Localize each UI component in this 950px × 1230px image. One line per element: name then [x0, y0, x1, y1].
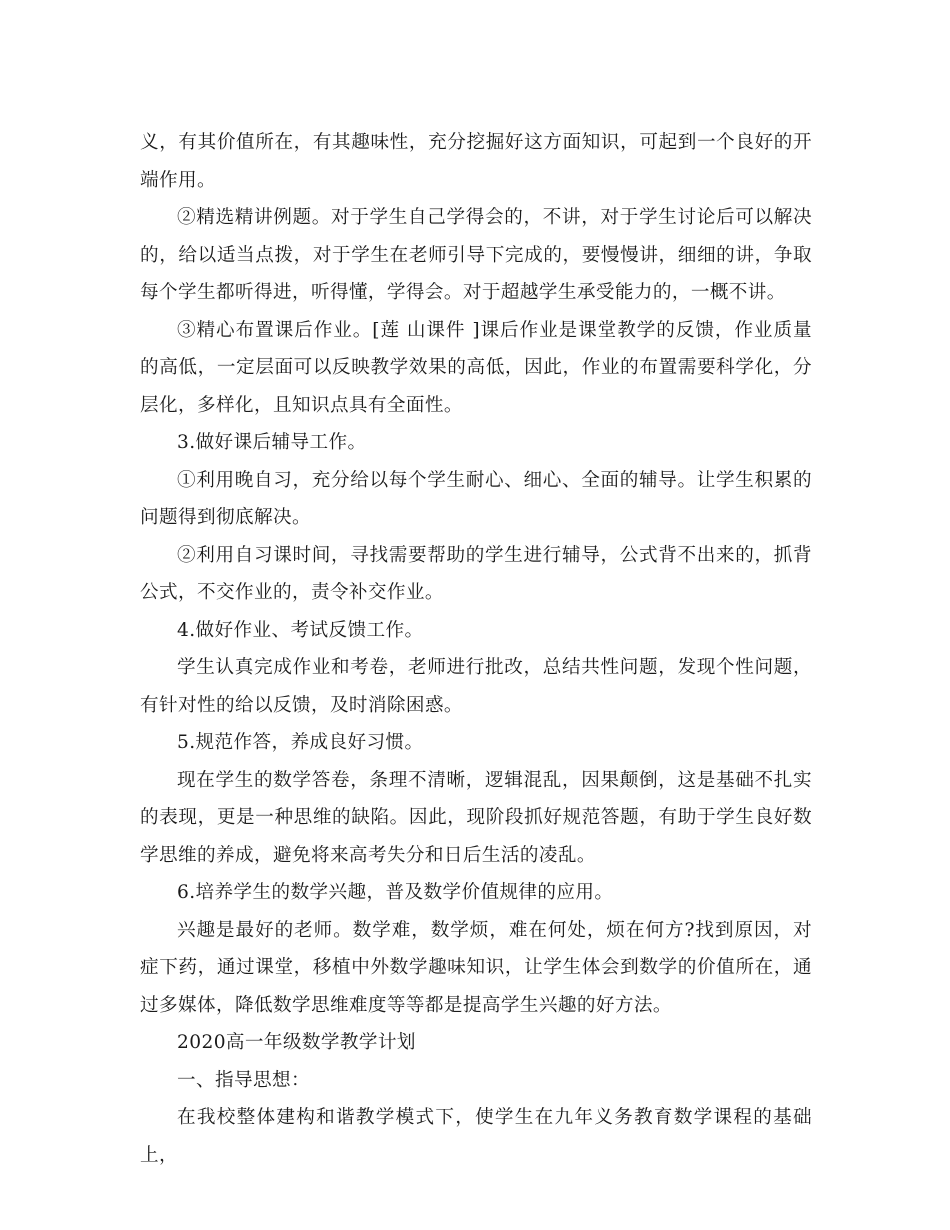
section-heading-interest: 6.培养学生的数学兴趣，普及数学价值规律的应用。 — [177, 882, 614, 903]
document-body — [140, 124, 812, 1174]
paragraph-example-problems: ②精选精讲例题。对于学生自己学得会的，不讲，对于学生讨论后可以解决的，给以适当点拨，对于学生在老师引导下完成的，要慢慢讲，细细的讲，争取每个学生都听得进，听得懂，学得会。对于超越学生承受能力的，一概不讲。 — [140, 207, 812, 303]
paragraph-continued-intro: 义，有其价值所在，有其趣味性，充分挖掘好这方面知识，可起到一个良好的开端作用。 — [140, 132, 812, 191]
section-heading-standard-answers: 5.规范作答，养成良好习惯。 — [177, 732, 424, 753]
section-heading-feedback: 4.做好作业、考试反馈工作。 — [177, 619, 424, 641]
document-title-plan: 2020高一年级数学教学计划 — [177, 1032, 416, 1053]
paragraph-guiding-ideology: 在我校整体建构和谐教学模式下，使学生在九年义务教育数学课程的基础上， — [140, 1107, 812, 1166]
paragraph-self-study: ②利用自习课时间，寻找需要帮助的学生进行辅导，公式背不出来的，抓背公式，不交作业的，责令补交作业。 — [140, 544, 812, 603]
paragraph-feedback: 学生认真完成作业和考卷，老师进行批改，总结共性问题，发现个性问题，有针对性的给以反馈，及时消除困惑。 — [140, 657, 812, 716]
paragraph-standard-answers: 现在学生的数学答卷，条理不清晰，逻辑混乱，因果颠倒，这是基础不扎实的表现，更是一种思维的缺陷。因此，现阶段抓好规范答题，有助于学生良好数学思维的养成，避免将来高考失分和日后生活的凌乱。 — [140, 769, 812, 866]
section-heading-tutoring: 3.做好课后辅导工作。 — [177, 432, 367, 453]
paragraph-evening-study: ①利用晚自习，充分给以每个学生耐心、细心、全面的辅导。让学生积累的问题得到彻底解决。 — [140, 469, 812, 528]
paragraph-interest: 兴趣是最好的老师。数学难，数学烦，难在何处，烦在何方?找到原因，对症下药，通过课堂，移植中外数学趣味知识，让学生体会到数学的价值所在，通过多媒体，降低数学思维难度等等都是提高学生兴趣的好方法。 — [140, 919, 812, 1016]
section-heading-guiding-ideology: 一、指导思想： — [177, 1069, 310, 1091]
paragraph-homework: ③精心布置课后作业。[莲 山课件 ]课后作业是课堂教学的反馈，作业质量的高低，一定层面可以反映教学效果的高低，因此，作业的布置需要科学化，分层化，多样化，且知识点具有全面性。 — [140, 319, 812, 416]
